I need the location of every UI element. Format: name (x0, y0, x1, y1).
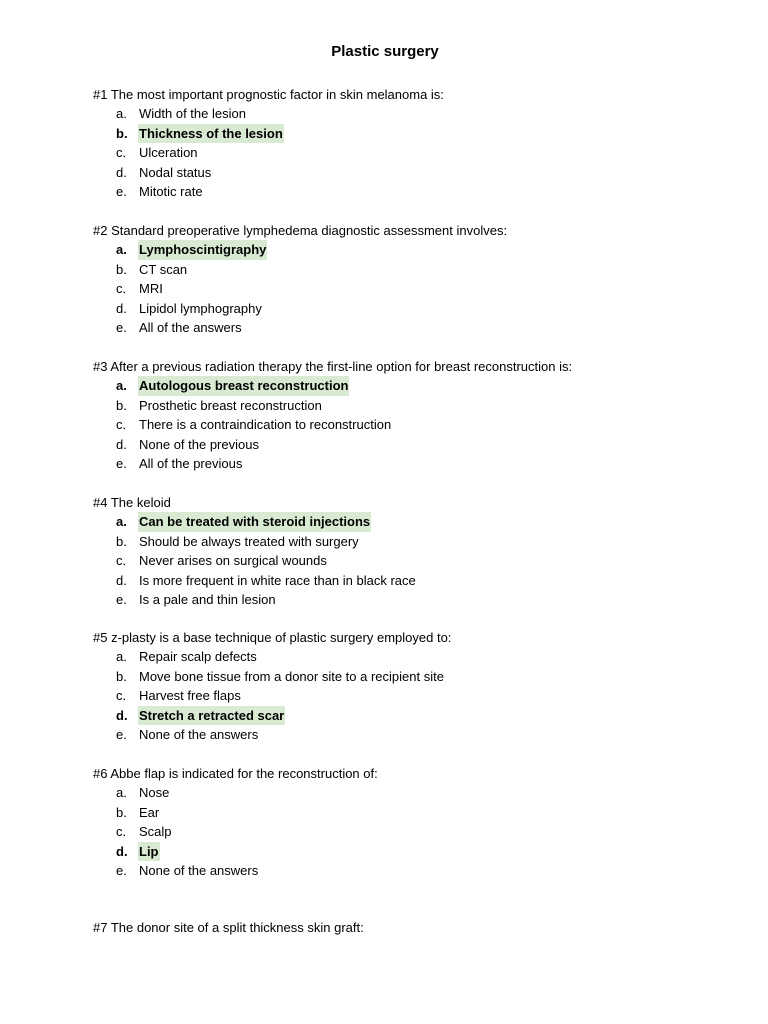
answer-option (93, 861, 753, 880)
answer-option (93, 182, 753, 201)
answer-option (93, 163, 753, 182)
option-text: Should be always treated with surgery (139, 533, 359, 549)
answer-option (93, 667, 753, 686)
option-text: Ulceration (139, 145, 198, 161)
question-4 (93, 493, 753, 609)
option-letter: d. (116, 843, 128, 859)
correct-answer-option (93, 512, 753, 531)
answer-option (93, 415, 753, 434)
answer-option (93, 396, 753, 415)
option-letter: c. (116, 417, 127, 433)
option-text: None of the answers (139, 726, 259, 742)
option-letter: a. (116, 378, 127, 394)
question-6 (93, 764, 753, 880)
option-letter: c. (116, 688, 127, 704)
answer-option (93, 822, 753, 841)
option-letter: a. (116, 785, 127, 801)
option-letter: d. (116, 164, 127, 180)
option-text: Can be treated with steroid injections (138, 512, 371, 531)
option-letter: e. (116, 319, 127, 335)
question-1 (93, 85, 753, 201)
page-title: Plastic surgery (331, 43, 439, 60)
option-letter: b. (116, 533, 127, 549)
option-text: Ear (139, 804, 160, 820)
option-text: Lymphoscintigraphy (138, 240, 267, 259)
option-text: Repair scalp defects (139, 649, 257, 665)
answer-option (93, 104, 753, 123)
correct-answer-option (93, 124, 753, 143)
option-letter: e. (116, 455, 127, 471)
option-text: Autologous breast reconstruction (138, 376, 349, 395)
option-letter: e. (116, 591, 127, 607)
option-letter: c. (116, 824, 127, 840)
option-letter: b. (116, 261, 127, 277)
answer-option (93, 143, 753, 162)
answer-option (93, 532, 753, 551)
answer-option (93, 590, 753, 609)
option-letter: d. (116, 436, 127, 452)
option-letter: a. (116, 649, 127, 665)
option-text: All of the answers (139, 319, 242, 335)
option-text: Never arises on surgical wounds (139, 553, 327, 569)
answer-option (93, 725, 753, 744)
option-text: None of the previous (139, 436, 259, 452)
answer-option (93, 260, 753, 279)
option-text: Harvest free flaps (139, 688, 241, 704)
option-text: Scalp (139, 824, 172, 840)
answer-option (93, 318, 753, 337)
question-5 (93, 628, 753, 744)
answer-option (93, 783, 753, 802)
option-letter: c. (116, 145, 127, 161)
question-text: #7 The donor site of a split thickness skin graft: (93, 920, 364, 935)
correct-answer-option (93, 376, 753, 395)
option-letter: e. (116, 726, 127, 742)
answer-option (93, 435, 753, 454)
correct-answer-option (93, 706, 753, 725)
answer-option (93, 299, 753, 318)
option-text: Stretch a retracted scar (138, 706, 285, 725)
option-text: Is more frequent in white race than in black race (139, 572, 416, 588)
option-letter: c. (116, 281, 127, 297)
option-text: Thickness of the lesion (138, 124, 284, 143)
option-letter: b. (116, 804, 127, 820)
question-text: #4 The keloid (93, 495, 171, 510)
option-text: Width of the lesion (139, 106, 246, 122)
question-2 (93, 221, 753, 337)
answer-option (93, 279, 753, 298)
answer-option (93, 551, 753, 570)
option-text: Lipidol lymphography (139, 300, 262, 316)
answer-option (93, 686, 753, 705)
option-text: Is a pale and thin lesion (139, 591, 276, 607)
answer-option (93, 647, 753, 666)
option-text: CT scan (139, 261, 188, 277)
option-letter: b. (116, 397, 127, 413)
option-letter: a. (116, 514, 127, 530)
question-7 (93, 918, 753, 937)
option-text: None of the answers (139, 862, 259, 878)
option-text: Nodal status (139, 164, 212, 180)
option-letter: c. (116, 553, 127, 569)
option-letter: d. (116, 707, 128, 723)
answer-option (93, 803, 753, 822)
option-text: Move bone tissue from a donor site to a recipient site (139, 668, 444, 684)
option-text: All of the previous (139, 455, 243, 471)
option-letter: b. (116, 668, 127, 684)
option-letter: b. (116, 125, 128, 141)
option-letter: d. (116, 572, 127, 588)
option-letter: e. (116, 183, 127, 199)
option-letter: d. (116, 300, 127, 316)
correct-answer-option (93, 842, 753, 861)
option-letter: e. (116, 862, 127, 878)
option-letter: a. (116, 242, 127, 258)
answer-option (93, 571, 753, 590)
question-3 (93, 357, 753, 473)
option-text: Prosthetic breast reconstruction (139, 397, 322, 413)
correct-answer-option (93, 240, 753, 259)
option-text: There is a contraindication to reconstruction (139, 417, 392, 433)
question-text: #6 Abbe flap is indicated for the reconstruction of: (93, 766, 378, 781)
option-letter: a. (116, 106, 127, 122)
option-text: Lip (138, 842, 160, 861)
answer-option (93, 454, 753, 473)
question-text: #3 After a previous radiation therapy the first-line option for breast reconstruction is: (93, 359, 573, 374)
option-text: MRI (139, 281, 163, 297)
question-text: #5 z-plasty is a base technique of plastic surgery employed to: (93, 630, 452, 645)
question-text: #1 The most important prognostic factor in skin melanoma is: (93, 87, 444, 102)
option-text: Nose (139, 785, 170, 801)
option-text: Mitotic rate (139, 183, 203, 199)
question-text: #2 Standard preoperative lymphedema diagnostic assessment involves: (93, 223, 508, 238)
